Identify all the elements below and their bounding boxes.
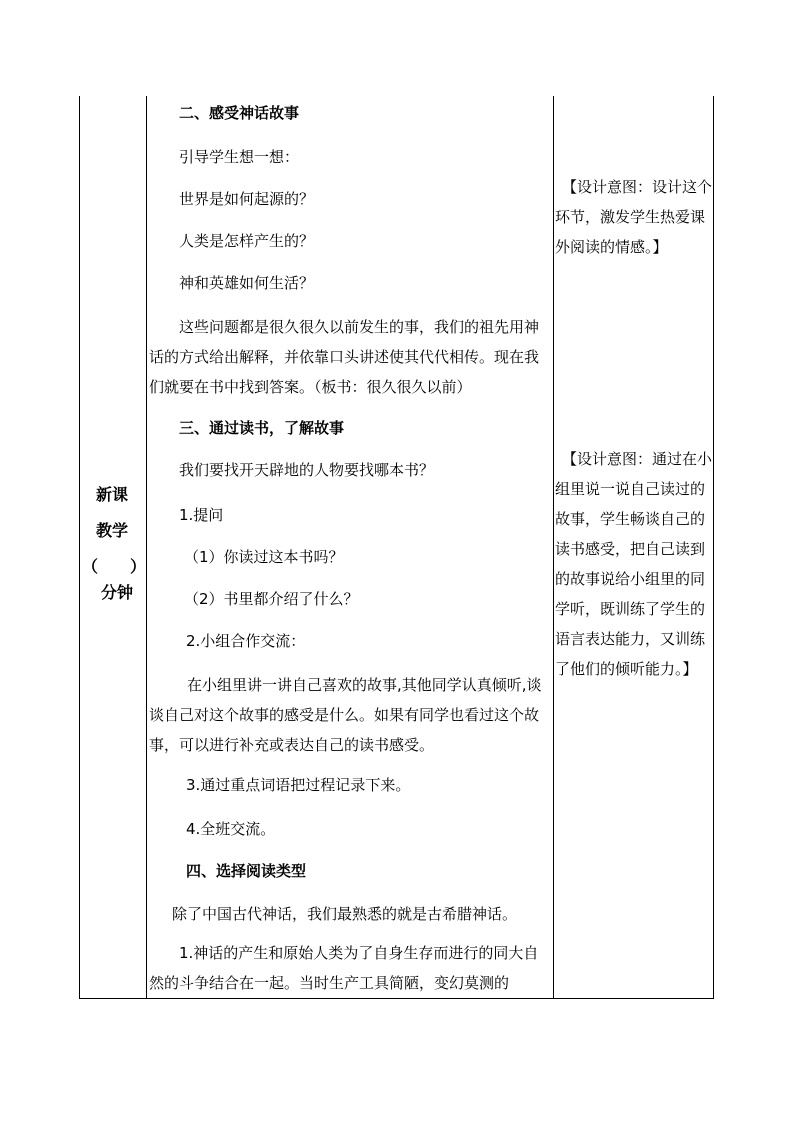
section-label-line4: 分钟 [101, 583, 134, 602]
table-border-bottom [79, 998, 714, 999]
paragraph-greek-myths: 除了中国古代神话，我们最熟悉的就是古希腊神话。 [172, 905, 518, 923]
step-2: 2.小组合作交流： [186, 632, 306, 650]
table-border-left [79, 96, 80, 999]
step-4: 4.全班交流。 [186, 820, 276, 838]
design-intent-note-2: 【设计意图：通过在小组里说一说自己读过的故事，学生畅谈自己的读书感受，把自己读到的故事说给小组里的同学听，既训练了学生的语言表达能力，又训练了他们的倾听能力。】 [555, 450, 713, 678]
table-border-right [713, 96, 714, 999]
step-3: 3.通过重点词语把过程记录下来。 [186, 776, 411, 794]
heading-section-2: 二、感受神话故事 [179, 104, 300, 122]
section-label-paren-open: （ [82, 557, 99, 576]
ask-book-text: 我们要找开天辟地的人物要找哪本书？ [179, 461, 435, 479]
guide-text: 引导学生想一想： [179, 148, 300, 166]
question-3: 神和英雄如何生活？ [179, 274, 315, 292]
question-1: 世界是如何起源的？ [179, 190, 315, 208]
paragraph-origin: 这些问题都是很久很久以前发生的事，我们的祖先用神话的方式给出解释，并依靠口头讲述使其代代相传。现在我们就要在书中找到答案。（板书：很久很久以前） [149, 318, 540, 396]
step-1a: （1）你读过这本书吗？ [184, 548, 344, 566]
heading-section-4: 四、选择阅读类型 [186, 862, 307, 880]
step-1: 1.提问 [179, 506, 224, 524]
section-label-paren-close: ） [130, 557, 147, 576]
section-label-line2: 教学 [96, 521, 129, 540]
design-intent-note-1: 【设计意图：设计这个环节，激发学生热爱课外阅读的情感。】 [555, 178, 713, 256]
section-label-line1: 新课 [96, 485, 129, 504]
paragraph-group-discussion: 在小组里讲一讲自己喜欢的故事,其他同学认真倾听,谈谈自己对这个故事的感受是什么。如果有同学也看过这个故事，可以进行补充或表达自己的读书感受。 [149, 676, 542, 754]
paragraph-myth-origin: 1.神话的产生和原始人类为了自身生存而进行的同大自然的斗争结合在一起。当时生产工具简陋，变幻莫测的 [149, 944, 539, 992]
step-1b: （2）书里都介绍了什么？ [184, 590, 359, 608]
question-2: 人类是怎样产生的？ [179, 232, 315, 250]
table-border-col2 [553, 96, 554, 999]
heading-section-3: 三、通过读书，了解故事 [179, 419, 345, 437]
table-border-col1 [146, 96, 147, 999]
